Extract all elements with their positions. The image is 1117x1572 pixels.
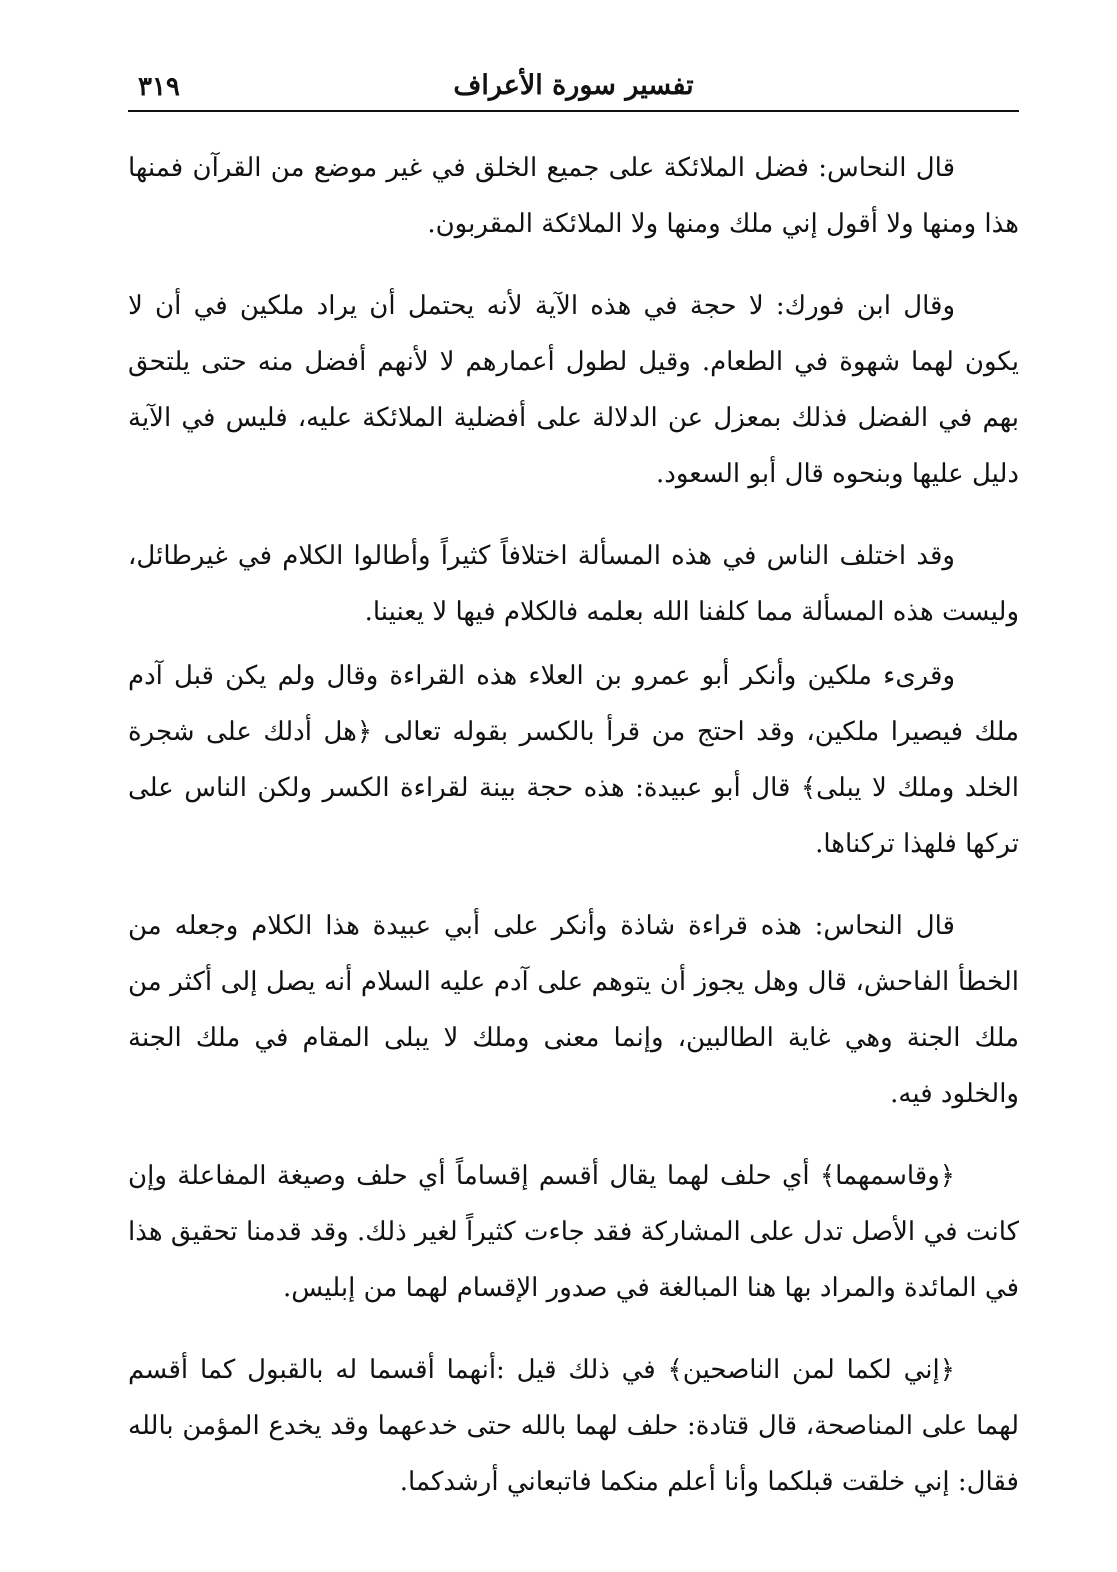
paragraph: ﴿وقاسمهما﴾ أي حلف لهما يقال أقسم إقساماً أي حلف وصيغة المفاعلة وإن كانت في الأصل تدل على المشاركة فقد جاءت كثيراً لغير ذلك. وقد قدمنا تحقيق هذا في المائدة والمراد بها هنا المبالغة في صدور الإقسام لهما من إبليس. — [128, 1161, 1019, 1303]
paragraph: وقد اختلف الناس في هذه المسألة اختلافاً كثيراً وأطالوا الكلام في غيرطائل، وليست هذه المسألة مما كلفنا الله بعلمه فالكلام فيها لا يعنينا. — [128, 541, 1019, 627]
paragraph: قال النحاس: فضل الملائكة على جميع الخلق في غير موضع من القرآن فمنها هذا ومنها ولا أقول إني ملك ومنها ولا الملائكة المقربون. — [128, 153, 1019, 239]
running-title: تفسير سورة الأعراف — [453, 70, 694, 101]
page-body — [128, 140, 1019, 1510]
header-rule — [128, 110, 1019, 112]
page-number: ٣١٩ — [138, 72, 180, 102]
paragraph: قال النحاس: هذه قراءة شاذة وأنكر على أبي عبيدة هذا الكلام وجعله من الخطأ الفاحش، قال وهل يجوز أن يتوهم على آدم عليه السلام أنه يصل إلى أكثر من ملك الجنة وهي غاية الطالبين، وإنما معنى وملك لا يبلى المقام في ملك الجنة والخلود فيه. — [128, 911, 1019, 1109]
paragraph: وقرىء ملكين وأنكر أبو عمرو بن العلاء هذه القراءة وقال ولم يكن قبل آدم ملك فيصيرا ملكين، وقد احتج من قرأ بالكسر بقوله تعالى ﴿هل أدلك على شجرة الخلد وملك لا يبلى﴾ قال أبو عبيدة: هذه حجة بينة لقراءة الكسر ولكن الناس على تركها فلهذا تركناها. — [128, 661, 1019, 859]
paragraph: ﴿إني لكما لمن الناصحين﴾ في ذلك قيل :أنهما أقسما له بالقبول كما أقسم لهما على المناصحة، قال قتادة: حلف لهما بالله حتى خدعهما وقد يخدع المؤمن بالله فقال: إني خلقت قبلكما وأنا أعلم منكما فاتبعاني أرشدكما. — [128, 1355, 1019, 1497]
page-header — [128, 60, 1019, 112]
paragraph: وقال ابن فورك: لا حجة في هذه الآية لأنه يحتمل أن يراد ملكين في أن لا يكون لهما شهوة في الطعام. وقيل لطول أعمارهم لا لأنهم أفضل منه حتى يلتحق بهم في الفضل فذلك بمعزل عن الدلالة على أفضلية الملائكة عليه، فليس في الآية دليل عليها وبنحوه قال أبو السعود. — [128, 291, 1019, 489]
